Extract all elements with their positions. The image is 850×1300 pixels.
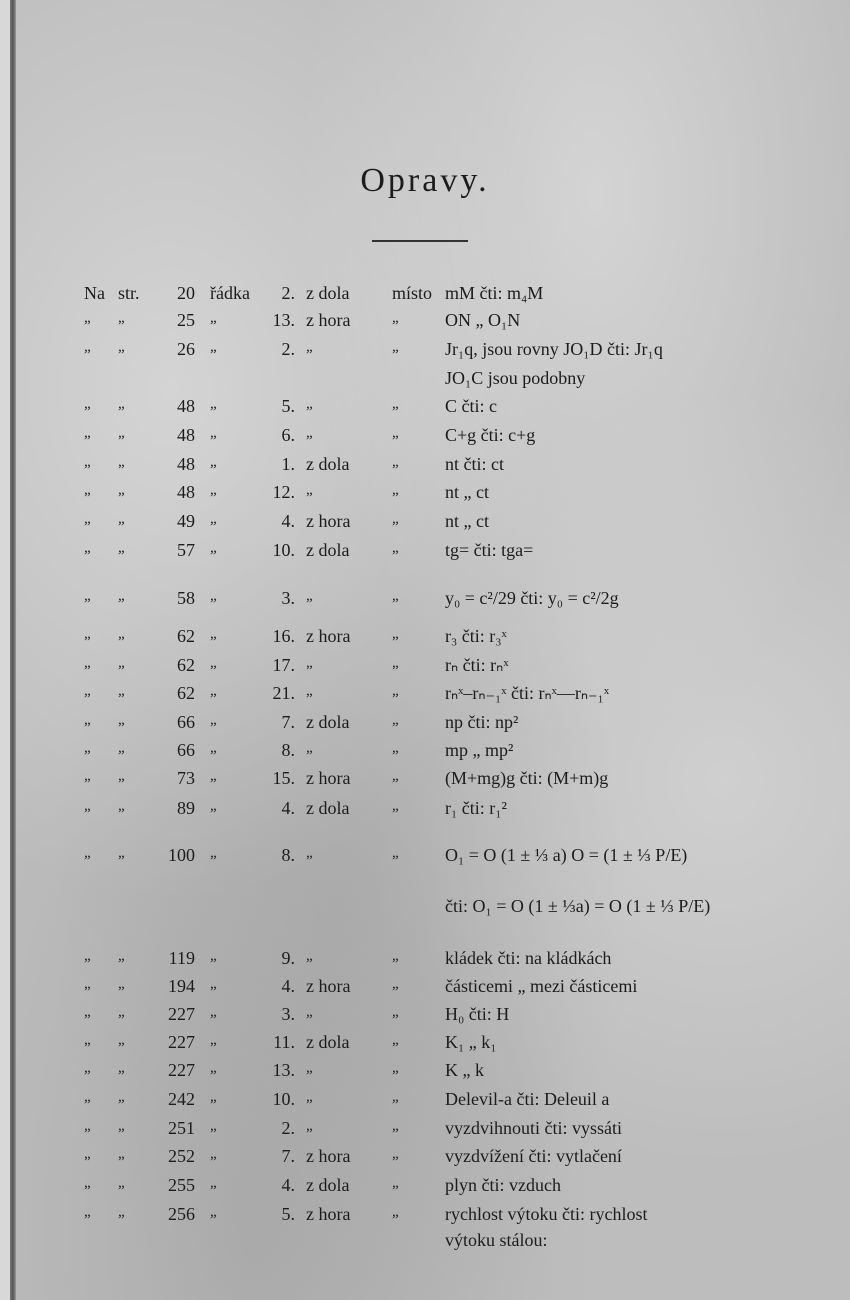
errata-page: 25 — [177, 310, 195, 330]
errata-row — [0, 283, 850, 309]
errata-row — [0, 740, 850, 766]
errata-text: vyzdvihnouti čti: vyssáti — [445, 1118, 622, 1138]
errata-text: rₙˣ–rₙ₋₁ˣ čti: rₙˣ—rₙ₋₁ˣ — [445, 683, 610, 703]
errata-line: 4. — [281, 798, 295, 818]
errata-text: kládek čti: na kládkách — [445, 948, 612, 968]
errata-pos: z hora — [306, 1204, 351, 1224]
errata-c: řádka — [210, 283, 250, 303]
errata-pos: „ — [306, 1004, 313, 1020]
errata-a: „ — [84, 655, 91, 671]
errata-pos: „ — [306, 845, 313, 861]
errata-page: 66 — [177, 740, 195, 760]
errata-row — [0, 948, 850, 974]
errata-a: „ — [84, 1146, 91, 1162]
errata-row — [0, 1146, 850, 1172]
errata-row — [0, 1060, 850, 1086]
errata-d: „ — [392, 1089, 399, 1105]
errata-b: „ — [118, 540, 125, 556]
errata-page: 194 — [168, 976, 195, 996]
errata-pos: „ — [306, 1060, 313, 1076]
errata-c: „ — [210, 482, 217, 498]
errata-a: „ — [84, 425, 91, 441]
errata-page: 227 — [168, 1032, 195, 1052]
errata-line: 11. — [273, 1032, 295, 1052]
errata-text: (M+mg)g čti: (M+m)g — [445, 768, 609, 788]
errata-page: 62 — [177, 655, 195, 675]
errata-page: 48 — [177, 454, 195, 474]
errata-pos: „ — [306, 396, 313, 412]
errata-b: „ — [118, 655, 125, 671]
errata-text: C čti: c — [445, 396, 497, 416]
errata-c: „ — [210, 626, 217, 642]
errata-a: „ — [84, 540, 91, 556]
errata-text: H₀ čti: H — [445, 1004, 510, 1024]
errata-c: „ — [210, 1060, 217, 1076]
errata-d: „ — [392, 1060, 399, 1076]
errata-d: „ — [392, 454, 399, 470]
errata-c: „ — [210, 712, 217, 728]
errata-d: „ — [392, 1032, 399, 1048]
errata-c: „ — [210, 425, 217, 441]
errata-pos: z hora — [306, 768, 351, 788]
errata-page: 251 — [168, 1118, 195, 1138]
errata-line: 5. — [281, 1204, 295, 1224]
errata-c: „ — [210, 1146, 217, 1162]
errata-c: „ — [210, 948, 217, 964]
errata-a: „ — [84, 976, 91, 992]
errata-d: „ — [392, 310, 399, 326]
errata-a: „ — [84, 396, 91, 412]
errata-a: „ — [84, 1204, 91, 1220]
errata-b: „ — [118, 1004, 125, 1020]
errata-b: „ — [118, 712, 125, 728]
errata-page: 20 — [177, 283, 195, 303]
errata-a: „ — [84, 1032, 91, 1048]
errata-line: 6. — [281, 425, 295, 445]
errata-pos: z dola — [306, 540, 350, 560]
errata-a: „ — [84, 845, 91, 861]
errata-page: 62 — [177, 683, 195, 703]
errata-d: „ — [392, 511, 399, 527]
errata-d: „ — [392, 712, 399, 728]
errata-b: „ — [118, 1032, 125, 1048]
errata-text: výtoku stálou: — [445, 1230, 548, 1250]
errata-row — [0, 655, 850, 681]
errata-c: „ — [210, 1004, 217, 1020]
errata-line: 7. — [281, 712, 295, 732]
errata-b: „ — [118, 740, 125, 756]
errata-pos: „ — [306, 1118, 313, 1134]
errata-line: 3. — [281, 1004, 295, 1024]
errata-text: rₙ čti: rₙˣ — [445, 655, 509, 675]
errata-b: „ — [118, 1118, 125, 1134]
errata-text: mM čti: m₄M — [445, 283, 544, 303]
errata-page: 66 — [177, 712, 195, 732]
errata-page: 100 — [168, 845, 195, 865]
errata-row — [0, 1032, 850, 1058]
errata-line: 8. — [281, 845, 295, 865]
errata-b: „ — [118, 310, 125, 326]
errata-line: 10. — [272, 540, 295, 560]
errata-line: 17. — [272, 655, 295, 675]
errata-pos: z hora — [306, 626, 351, 646]
errata-text: K „ k — [445, 1060, 484, 1080]
errata-row — [0, 845, 850, 871]
errata-pos: „ — [306, 482, 313, 498]
errata-b: „ — [118, 626, 125, 642]
errata-a: „ — [84, 310, 91, 326]
errata-row-continuation — [0, 896, 850, 922]
errata-b: „ — [118, 1089, 125, 1105]
errata-row — [0, 976, 850, 1002]
errata-page: 57 — [177, 540, 195, 560]
errata-line: 21. — [272, 683, 295, 703]
errata-a: „ — [84, 683, 91, 699]
errata-a: „ — [84, 511, 91, 527]
errata-c: „ — [210, 511, 217, 527]
errata-page: 62 — [177, 626, 195, 646]
errata-c: „ — [210, 396, 217, 412]
errata-c: „ — [210, 655, 217, 671]
errata-text: ON „ O₁N — [445, 310, 521, 330]
errata-c: „ — [210, 768, 217, 784]
errata-c: „ — [210, 339, 217, 355]
errata-text: JO₁C jsou podobny — [445, 368, 586, 388]
page-title: Opravy. — [360, 162, 490, 199]
errata-d: „ — [392, 768, 399, 784]
errata-d: „ — [392, 976, 399, 992]
errata-c: „ — [210, 1204, 217, 1220]
errata-page: 119 — [168, 948, 195, 968]
errata-a: „ — [84, 948, 91, 964]
errata-a: „ — [84, 482, 91, 498]
errata-b: „ — [118, 511, 125, 527]
errata-b: „ — [118, 948, 125, 964]
errata-d: „ — [392, 845, 399, 861]
errata-a: „ — [84, 740, 91, 756]
errata-line: 7. — [281, 1146, 295, 1166]
errata-line: 2. — [281, 1118, 295, 1138]
errata-row — [0, 339, 850, 365]
errata-b: „ — [118, 454, 125, 470]
errata-text: plyn čti: vzduch — [445, 1175, 561, 1195]
errata-line: 1. — [281, 454, 295, 474]
errata-d: „ — [392, 1204, 399, 1220]
errata-line: 13. — [272, 310, 295, 330]
errata-line: 4. — [281, 1175, 295, 1195]
errata-d: „ — [392, 655, 399, 671]
errata-line: 2. — [281, 339, 295, 359]
errata-b: „ — [118, 798, 125, 814]
errata-line: 8. — [281, 740, 295, 760]
errata-d: „ — [392, 1004, 399, 1020]
errata-page: 26 — [177, 339, 195, 359]
errata-pos: z dola — [306, 1175, 350, 1195]
errata-a: „ — [84, 626, 91, 642]
errata-row — [0, 1118, 850, 1144]
errata-text: vyzdvížení čti: vytlačení — [445, 1146, 622, 1166]
errata-a: „ — [84, 1004, 91, 1020]
errata-a: „ — [84, 768, 91, 784]
errata-line: 4. — [281, 976, 295, 996]
errata-row-continuation — [0, 368, 850, 394]
errata-line: 3. — [281, 588, 295, 608]
errata-row — [0, 588, 850, 614]
errata-c: „ — [210, 976, 217, 992]
errata-d: „ — [392, 683, 399, 699]
errata-page: 256 — [168, 1204, 195, 1224]
errata-page: 252 — [168, 1146, 195, 1166]
errata-row — [0, 683, 850, 709]
errata-b: „ — [118, 339, 125, 355]
errata-row — [0, 310, 850, 336]
errata-c: „ — [210, 845, 217, 861]
errata-pos: z dola — [306, 454, 350, 474]
errata-d: „ — [392, 339, 399, 355]
errata-d: „ — [392, 540, 399, 556]
errata-page: 255 — [168, 1175, 195, 1195]
errata-a: „ — [84, 1089, 91, 1105]
title-rule — [372, 240, 468, 242]
errata-text: tg= čti: tga= — [445, 540, 534, 560]
errata-b: „ — [118, 588, 125, 604]
errata-pos: z hora — [306, 310, 351, 330]
errata-line: 13. — [272, 1060, 295, 1080]
errata-text: nt „ ct — [445, 482, 489, 502]
errata-pos: z dola — [306, 798, 350, 818]
errata-a: „ — [84, 339, 91, 355]
errata-page: 48 — [177, 482, 195, 502]
errata-c: „ — [210, 798, 217, 814]
errata-pos: „ — [306, 588, 313, 604]
errata-row — [0, 1089, 850, 1115]
errata-text: mp „ mp² — [445, 740, 514, 760]
errata-page: 48 — [177, 425, 195, 445]
errata-page: 73 — [177, 768, 195, 788]
errata-pos: „ — [306, 683, 313, 699]
errata-pos: „ — [306, 740, 313, 756]
errata-line: 9. — [281, 948, 295, 968]
errata-b: „ — [118, 1146, 125, 1162]
errata-line: 4. — [281, 511, 295, 531]
errata-row — [0, 768, 850, 794]
errata-text: částicemi „ mezi částicemi — [445, 976, 638, 996]
errata-page: 58 — [177, 588, 195, 608]
errata-b: „ — [118, 1175, 125, 1191]
errata-page: 48 — [177, 396, 195, 416]
errata-d: „ — [392, 588, 399, 604]
errata-row — [0, 712, 850, 738]
errata-c: „ — [210, 1089, 217, 1105]
errata-b: „ — [118, 768, 125, 784]
errata-row — [0, 482, 850, 508]
errata-b: „ — [118, 425, 125, 441]
errata-d: „ — [392, 1146, 399, 1162]
errata-d: „ — [392, 396, 399, 412]
errata-b: „ — [118, 845, 125, 861]
errata-a: „ — [84, 1175, 91, 1191]
errata-line: 10. — [272, 1089, 295, 1109]
errata-a: Na — [84, 283, 105, 303]
errata-pos: z dola — [306, 712, 350, 732]
errata-pos: z dola — [306, 1032, 350, 1052]
errata-page: 49 — [177, 511, 195, 531]
errata-a: „ — [84, 454, 91, 470]
errata-row — [0, 798, 850, 824]
errata-text: C+g čti: c+g — [445, 425, 536, 445]
errata-page: 242 — [168, 1089, 195, 1109]
errata-a: „ — [84, 798, 91, 814]
errata-c: „ — [210, 1175, 217, 1191]
errata-pos: „ — [306, 948, 313, 964]
errata-text: Jr₁q, jsou rovny JO₁D čti: Jr₁q — [445, 339, 663, 359]
errata-pos: „ — [306, 1089, 313, 1105]
errata-c: „ — [210, 1032, 217, 1048]
errata-d: „ — [392, 740, 399, 756]
errata-line: 2. — [281, 283, 295, 303]
errata-row — [0, 425, 850, 451]
errata-text: r₁ čti: r₁² — [445, 798, 507, 818]
errata-c: „ — [210, 454, 217, 470]
errata-d: „ — [392, 1175, 399, 1191]
errata-pos: „ — [306, 655, 313, 671]
errata-pos: z dola — [306, 283, 350, 303]
errata-d: „ — [392, 948, 399, 964]
errata-row — [0, 454, 850, 480]
errata-d: „ — [392, 482, 399, 498]
errata-row — [0, 626, 850, 652]
errata-a: „ — [84, 712, 91, 728]
errata-line: 12. — [272, 482, 295, 502]
errata-c: „ — [210, 1118, 217, 1134]
errata-row — [0, 1175, 850, 1201]
errata-page: 227 — [168, 1060, 195, 1080]
errata-b: „ — [118, 482, 125, 498]
errata-line: 5. — [281, 396, 295, 416]
errata-line: 16. — [272, 626, 295, 646]
errata-c: „ — [210, 588, 217, 604]
errata-b: „ — [118, 683, 125, 699]
errata-text: nt „ ct — [445, 511, 489, 531]
errata-row — [0, 511, 850, 537]
errata-pos: „ — [306, 339, 313, 355]
errata-row — [0, 1204, 850, 1230]
errata-row — [0, 396, 850, 422]
errata-row-continuation — [0, 1230, 850, 1256]
errata-a: „ — [84, 1118, 91, 1134]
errata-a: „ — [84, 588, 91, 604]
errata-row — [0, 1004, 850, 1030]
errata-text: K₁ „ k₁ — [445, 1032, 497, 1052]
errata-pos: z hora — [306, 976, 351, 996]
errata-a: „ — [84, 1060, 91, 1076]
errata-pos: z hora — [306, 1146, 351, 1166]
errata-pos: „ — [306, 425, 313, 441]
errata-text: Delevil-a čti: Deleuil a — [445, 1089, 610, 1109]
errata-b: str. — [118, 283, 140, 303]
errata-text: y₀ = c²/29 čti: y₀ = c²/2g — [445, 588, 619, 608]
errata-d: „ — [392, 425, 399, 441]
errata-text: r₃ čti: r₃ˣ — [445, 626, 507, 646]
errata-c: „ — [210, 540, 217, 556]
errata-c: „ — [210, 310, 217, 326]
errata-d: „ — [392, 1118, 399, 1134]
errata-text: čti: O₁ = O (1 ± ⅓a) = O (1 ± ⅓ P/E) — [445, 896, 711, 916]
errata-row — [0, 540, 850, 566]
errata-text: np čti: np² — [445, 712, 519, 732]
errata-page: 89 — [177, 798, 195, 818]
errata-b: „ — [118, 396, 125, 412]
errata-text: rychlost výtoku čti: rychlost — [445, 1204, 648, 1224]
errata-line: 15. — [272, 768, 295, 788]
errata-d: místo — [392, 283, 433, 303]
errata-pos: z hora — [306, 511, 351, 531]
errata-d: „ — [392, 626, 399, 642]
errata-page: 227 — [168, 1004, 195, 1024]
errata-c: „ — [210, 683, 217, 699]
errata-text: nt čti: ct — [445, 454, 504, 474]
errata-b: „ — [118, 1204, 125, 1220]
errata-text: O₁ = O (1 ± ⅓ a) O = (1 ± ⅓ P/E) — [445, 845, 688, 865]
errata-b: „ — [118, 976, 125, 992]
errata-d: „ — [392, 798, 399, 814]
errata-b: „ — [118, 1060, 125, 1076]
errata-c: „ — [210, 740, 217, 756]
